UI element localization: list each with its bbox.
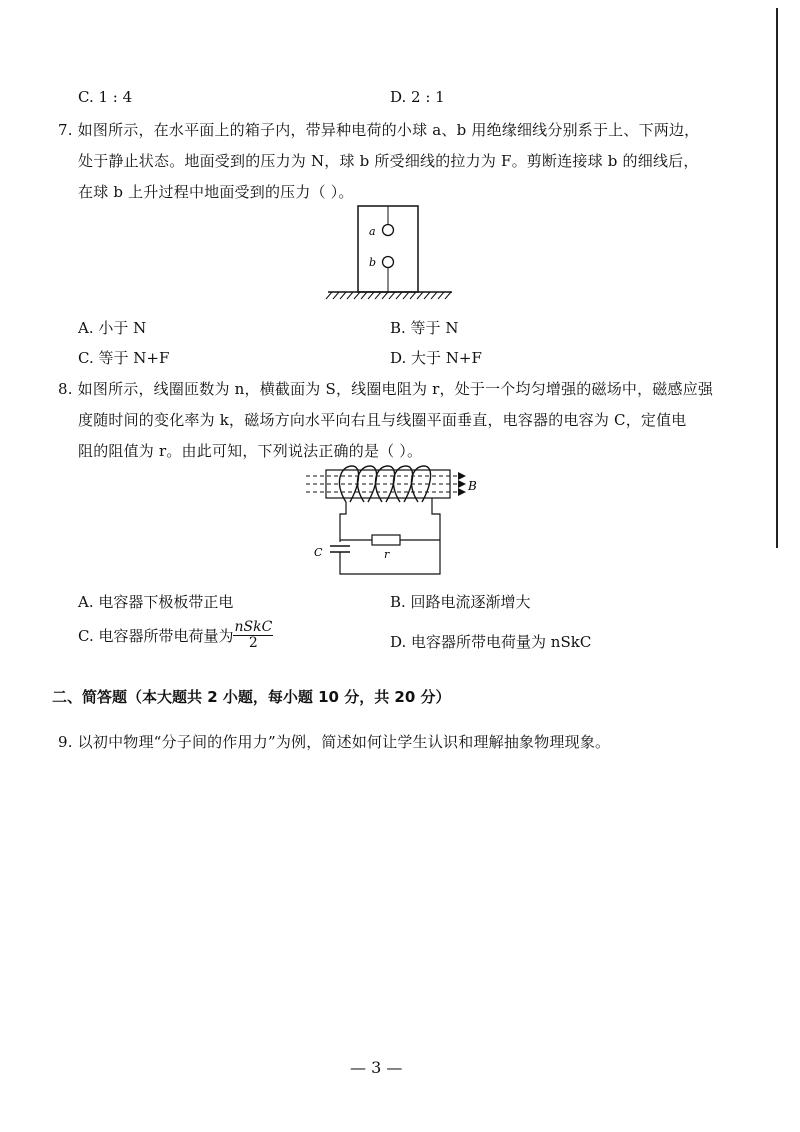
field-lines <box>306 476 458 492</box>
q8-option-c-prefix: C. 电容器所带电荷量为 <box>78 627 234 646</box>
label-C: C <box>314 546 323 559</box>
fraction-denominator: 2 <box>248 635 258 652</box>
q8-option-b: B. 回路电流逐渐增大 <box>390 593 531 611</box>
q8-text-line1: 8. 如图所示，线圈匝数为 n，横截面为 S，线圈电阻为 r，处于一个均匀增强的磁场中，磁感应强 <box>58 380 714 398</box>
page-number: — 3 — <box>350 1058 403 1077</box>
q8-option-d: D. 电容器所带电荷量为 nSkC <box>390 633 592 651</box>
q7-option-a: A. 小于 N <box>78 319 147 337</box>
q7-box-figure <box>320 200 460 304</box>
q8-option-c <box>78 620 273 652</box>
ball-a <box>383 225 394 236</box>
label-b: b <box>369 256 377 269</box>
section-title-short-answer: 二、简答题（本大题共 2 小题，每小题 10 分，共 20 分） <box>52 688 451 706</box>
capacitor-gap <box>338 547 342 551</box>
ground-hatch <box>326 292 451 299</box>
q8-text-line3: 阻的阻值为 r。由此可知，下列说法正确的是（ ）。 <box>78 442 423 460</box>
resistor <box>372 535 400 545</box>
ball-b <box>383 257 394 268</box>
q7-text-line3: 在球 b 上升过程中地面受到的压力（ ）。 <box>78 183 354 201</box>
label-B: B <box>468 479 477 493</box>
q8-circuit-figure <box>300 462 490 580</box>
q9-text: 9. 以初中物理“分子间的作用力”为例，简述如何让学生认识和理解抽象物理现象。 <box>58 733 611 751</box>
q7-option-c: C. 等于 N+F <box>78 349 170 367</box>
page-edge-line <box>776 8 778 548</box>
q7-option-b: B. 等于 N <box>390 319 459 337</box>
q8-text-line2: 度随时间的变化率为 k，磁场方向水平向右且与线圈平面垂直，电容器的电容为 C，定值电 <box>78 411 687 429</box>
field-arrows <box>458 472 466 496</box>
q7-text-line1: 7. 如图所示，在水平面上的箱子内，带异种电荷的小球 a、b 用绝缘细线分别系于上、下两边， <box>58 121 700 139</box>
label-a: a <box>369 225 376 238</box>
q6-option-c: C. 1 : 4 <box>78 88 133 106</box>
q7-text-line2: 处于静止状态。地面受到的压力为 N，球 b 所受细线的拉力为 F。剪断连接球 b 的细线后， <box>78 152 699 170</box>
fraction-numerator: nSkC <box>234 619 273 635</box>
q8-option-c-fraction <box>233 620 273 652</box>
q8-option-a: A. 电容器下极板带正电 <box>78 593 234 611</box>
q6-option-d: D. 2 : 1 <box>390 88 445 106</box>
label-r: r <box>384 548 390 561</box>
q7-option-d: D. 大于 N+F <box>390 349 482 367</box>
